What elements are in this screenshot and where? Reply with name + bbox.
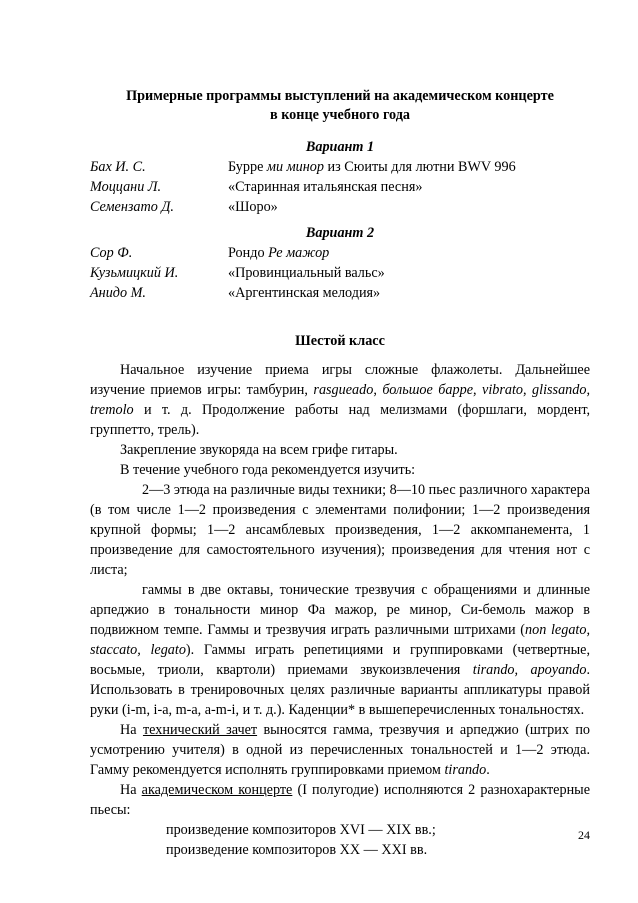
paragraph: На технический зачет выносятся гамма, трезвучия и арпеджио (штрих по усмотрению учителя) в одной из перечисленных тональностей и 1—2 этюда. Гамму рекомендуется исполнять группировками приемом tirando. bbox=[90, 722, 591, 778]
paragraph: На академическом концерте (I полугодие) исполняются 2 разнохарактерные пьесы: bbox=[90, 782, 590, 818]
work-title: «Старинная итальянская песня» bbox=[228, 179, 423, 195]
body-text bbox=[90, 360, 590, 860]
variant-2-heading: Вариант 2 bbox=[305, 225, 375, 241]
program-row bbox=[90, 177, 590, 197]
underlined-term: академическом концерте bbox=[141, 782, 293, 798]
program-row bbox=[90, 243, 590, 263]
composer-name: Кузьмицкий И. bbox=[90, 265, 179, 281]
composer-name: Моццани Л. bbox=[90, 179, 161, 195]
work-title: Рондо Ре мажор bbox=[228, 245, 330, 261]
paragraph: Закрепление звукоряда на всем грифе гитары. bbox=[120, 442, 398, 458]
work-title: «Шоро» bbox=[228, 199, 278, 215]
underlined-term: технический зачет bbox=[142, 722, 258, 738]
composer-name: Сор Ф. bbox=[90, 245, 133, 261]
paragraph: 2—3 этюда на различные виды техники; 8—10 пьес различного характера (в том числе 1—2 произведения с элементами полифонии; 1—2 произведения крупной формы; 1—2 ансамблевых произведения, 1—2 аккомпанемента, 1 произведение для самостоятельного изучения); произведения для чтения нот с листа; bbox=[90, 482, 590, 578]
program-row bbox=[90, 263, 590, 283]
paragraph: Начальное изучение приема игры сложные флажолеты. Дальнейшее изучение приемов игры: тамбурин, rasgueado, большое барре, vibrato, glissando, tremolo и т. д. Продолжение работы над мелизмами (форшлаги, мордент, группетто, трель). bbox=[90, 362, 590, 438]
program-row bbox=[90, 197, 590, 217]
list-item: произведение композиторов XX — XXI вв. bbox=[166, 842, 428, 858]
paragraph: гаммы в две октавы, тонические трезвучия с обращениями и длинные арпеджио в тональности минор Фа мажор, ре минор, Си-бемоль мажор в подвижном темпе. Гаммы и трезвучия играть различными штрихами (non legato, staccato, legato). Гаммы играть репетициями и группировками (четвертные, восьмые, триоли, квартоли) приемами звукоизвлечения tirando, apoyando. Использовать в тренировочных целях различные варианты аппликатуры правой руки (i-m, i-a, m-a, a-m-i, и т. д.). Каденции* в вышеперечисленных тональностях. bbox=[90, 582, 591, 718]
variant-1-heading: Вариант 1 bbox=[305, 139, 375, 155]
composer-name: Бах И. С. bbox=[90, 159, 146, 175]
work-title: «Аргентинская мелодия» bbox=[228, 285, 381, 301]
work-title: «Провинциальный вальс» bbox=[228, 265, 385, 281]
section-heading: Шестой класс bbox=[295, 333, 385, 349]
composer-name: Семензато Д. bbox=[90, 199, 174, 215]
composer-name: Анидо М. bbox=[90, 285, 146, 301]
title-line-2: в конце учебного года bbox=[269, 107, 410, 123]
list-item: произведение композиторов XVI — XIX вв.; bbox=[166, 822, 436, 838]
program-row bbox=[90, 157, 590, 177]
program-row bbox=[90, 283, 590, 303]
title-line-1: Примерные программы выступлений на академическом концерте bbox=[126, 88, 554, 104]
page-title bbox=[90, 87, 590, 125]
work-title: Бурре ми минор из Сюиты для лютни BWV 996 bbox=[228, 159, 516, 175]
paragraph: В течение учебного года рекомендуется изучить: bbox=[120, 462, 416, 478]
page-number: 24 bbox=[578, 828, 590, 842]
